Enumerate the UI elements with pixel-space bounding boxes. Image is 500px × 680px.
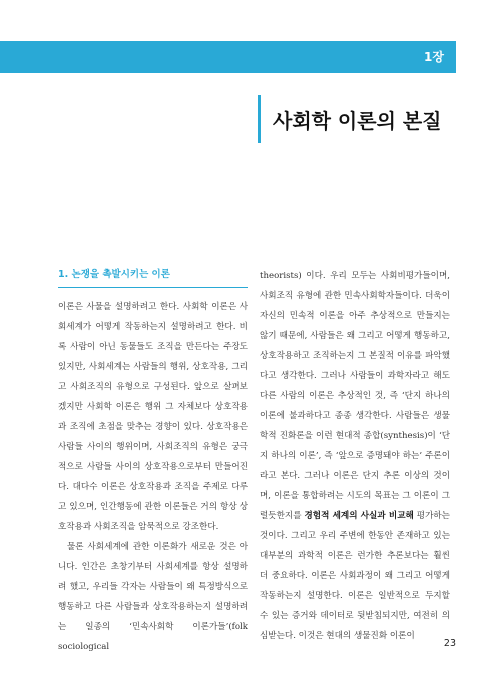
chapter-title: 사회학 이론의 본질 (273, 108, 442, 133)
body-paragraph-2: 물론 사회세계에 관한 이론화가 새로운 것은 아니다. 인간은 초창기부터 사회세계를 항상 설명하려 했고, 우리들 각자는 사람들이 왜 특정방식으로 행동하고 다른 사람들과 상호작용하는지 설명하려는 일종의 ‘민속사회학 이론가들’(folk sociological (58, 542, 248, 652)
body-paragraph-3 (260, 266, 450, 646)
paragraph-text-a: theorists) 이다. 우리 모두는 사회비평가들이며, 사회조직 유형에 관한 민속사회학자들이다. 더욱이 자신의 민속적 이론을 아주 추상적으로 만들지는 않기 때문에, 사람들은 왜 그리고 어떻게 행동하고, 상호작용하고 조직하는지 그 본질적 이유를 파악했다고 생각한다. 그러나 사람들이 과학자라고 해도 다른 사람의 이론은 추상적인 것, 즉 ‘단지 하나의 이론에 불과하다고 종종 생각한다. 사람들은 생물학적 진화론을 이런 현대적 종합(synthesis)이 ‘단지 하나의 이론’, 즉 ‘앞으로 증명돼야 하는’ 주론이라고 본다. 그러나 이론은 단지 추론 이상의 것이며, 이론을 통합하려는 시도의 목표는 그 이론이 그럴듯한지를 (260, 271, 450, 521)
section-divider (58, 287, 248, 288)
paragraph-text-b: 평가하는 것이다. 그리고 우리 주변에 한동안 존재하고 있는 대부분의 과학적 이론은 런가한 추론보다는 훨씬 더 중요하다. 이론은 사회과정이 왜 그리고 어떻게 작동하는지 설명한다. 이론은 일반적으로 두지할 수 있는 증거와 데이터로 뒷받침되지만, 여전히 의심받는다. 이것은 현대의 생물진화 이론이 (260, 511, 450, 641)
page-number: 23 (443, 638, 456, 649)
chapter-label: 1장 (424, 50, 444, 64)
left-column (58, 297, 248, 657)
section-heading: 1. 논쟁을 촉발시키는 이론 (58, 269, 170, 280)
right-column (260, 266, 450, 646)
emphasized-text: 경험적 세계의 사실과 비교해 (304, 511, 414, 521)
chapter-title-block (258, 95, 442, 143)
body-paragraph-1: 이론은 사물을 설명하려고 한다. 사회학 이론은 사회세계가 어떻게 작동하는지 설명하려고 한다. 비록 사람이 아닌 동물들도 조직을 만든다는 주장도 있지만, 사회세계는 사람들의 행위, 상호작용, 그리고 사회조직의 유형으로 구성된다. 앞으로 살펴보겠지만 사회학 이론은 행위 그 자체보다 상호작용과 조직에 초점을 맞추는 경향이 있다. 상호작용은 사람들 사이의 행위이며, 사회조직의 유형은 궁극적으로 사람들 사이의 상호작용으로부터 만들어진다. 대다수 이론은 상호작용과 조직을 주제로 다루고 있으며, 인간행동에 관한 이론들은 거의 항상 상호작용과 사회조직을 암묵적으로 강조한다. (58, 302, 248, 532)
chapter-bar (0, 41, 456, 73)
